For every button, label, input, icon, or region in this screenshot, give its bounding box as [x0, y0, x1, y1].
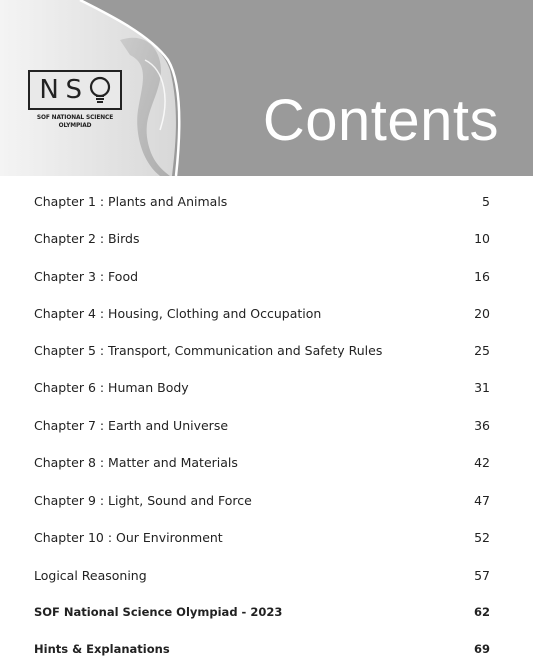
- toc-entry-label: Chapter 9 : Light, Sound and Force: [34, 492, 252, 508]
- page-title: Contents: [262, 88, 499, 153]
- toc-entry-label: Logical Reasoning: [34, 567, 147, 583]
- header-banner: [0, 0, 533, 176]
- toc-entry[interactable]: [34, 601, 490, 623]
- logo-caption-line2: OLYMPIAD: [58, 121, 92, 129]
- toc-entry-page: 5: [482, 193, 490, 209]
- lightbulb-icon: [89, 76, 111, 104]
- toc-entry-page: 69: [473, 642, 490, 656]
- toc-entry-page: 10: [474, 230, 490, 246]
- toc-entry[interactable]: [34, 489, 490, 511]
- toc-entry-label: Chapter 6 : Human Body: [34, 379, 189, 395]
- toc-entry[interactable]: [34, 414, 490, 436]
- toc-entry-label: SOF National Science Olympiad - 2023: [34, 605, 283, 619]
- toc-entry-label: Chapter 5 : Transport, Communication and Safety Rules: [34, 342, 383, 358]
- toc-entry-label: Chapter 7 : Earth and Universe: [34, 417, 229, 433]
- toc-entry[interactable]: [34, 227, 490, 249]
- toc-entry[interactable]: [34, 302, 490, 324]
- toc-entry-label: Chapter 3 : Food: [34, 268, 139, 284]
- logo-letter-n: N: [39, 75, 59, 105]
- toc-entry[interactable]: [34, 376, 490, 398]
- toc-entry-page: 52: [474, 529, 490, 545]
- logo-caption-line1: SOF NATIONAL SCIENCE: [36, 113, 114, 121]
- toc-entry-label: Chapter 1 : Plants and Animals: [34, 193, 228, 209]
- toc-entry[interactable]: [34, 638, 490, 657]
- toc-entry-page: 31: [474, 379, 490, 395]
- toc-entry-page: 16: [474, 268, 490, 284]
- logo-caption: [28, 113, 122, 129]
- toc-entry[interactable]: [34, 339, 490, 361]
- toc-entry-label: Hints & Explanations: [34, 642, 170, 656]
- toc-entry-page: 47: [474, 492, 490, 508]
- toc-entry-page: 57: [474, 567, 490, 583]
- nso-logo: [28, 70, 122, 129]
- toc-entry[interactable]: [34, 190, 490, 212]
- toc-entry-label: Chapter 4 : Housing, Clothing and Occupation: [34, 305, 322, 321]
- toc-entry[interactable]: [34, 265, 490, 287]
- toc-entry-page: 25: [474, 342, 490, 358]
- toc-entry-page: 20: [474, 305, 490, 321]
- toc-entry[interactable]: [34, 451, 490, 473]
- toc-entry-page: 62: [473, 605, 490, 619]
- toc-entry-page: 42: [474, 454, 490, 470]
- toc-entry-label: Chapter 10 : Our Environment: [34, 529, 223, 545]
- logo-letter-s: S: [65, 75, 82, 105]
- toc-entry[interactable]: [34, 564, 490, 586]
- toc-entry-label: Chapter 8 : Matter and Materials: [34, 454, 238, 470]
- nso-logo-box: [28, 70, 122, 110]
- toc-entry[interactable]: [34, 526, 490, 548]
- toc-entry-label: Chapter 2 : Birds: [34, 230, 140, 246]
- toc-entry-page: 36: [474, 417, 490, 433]
